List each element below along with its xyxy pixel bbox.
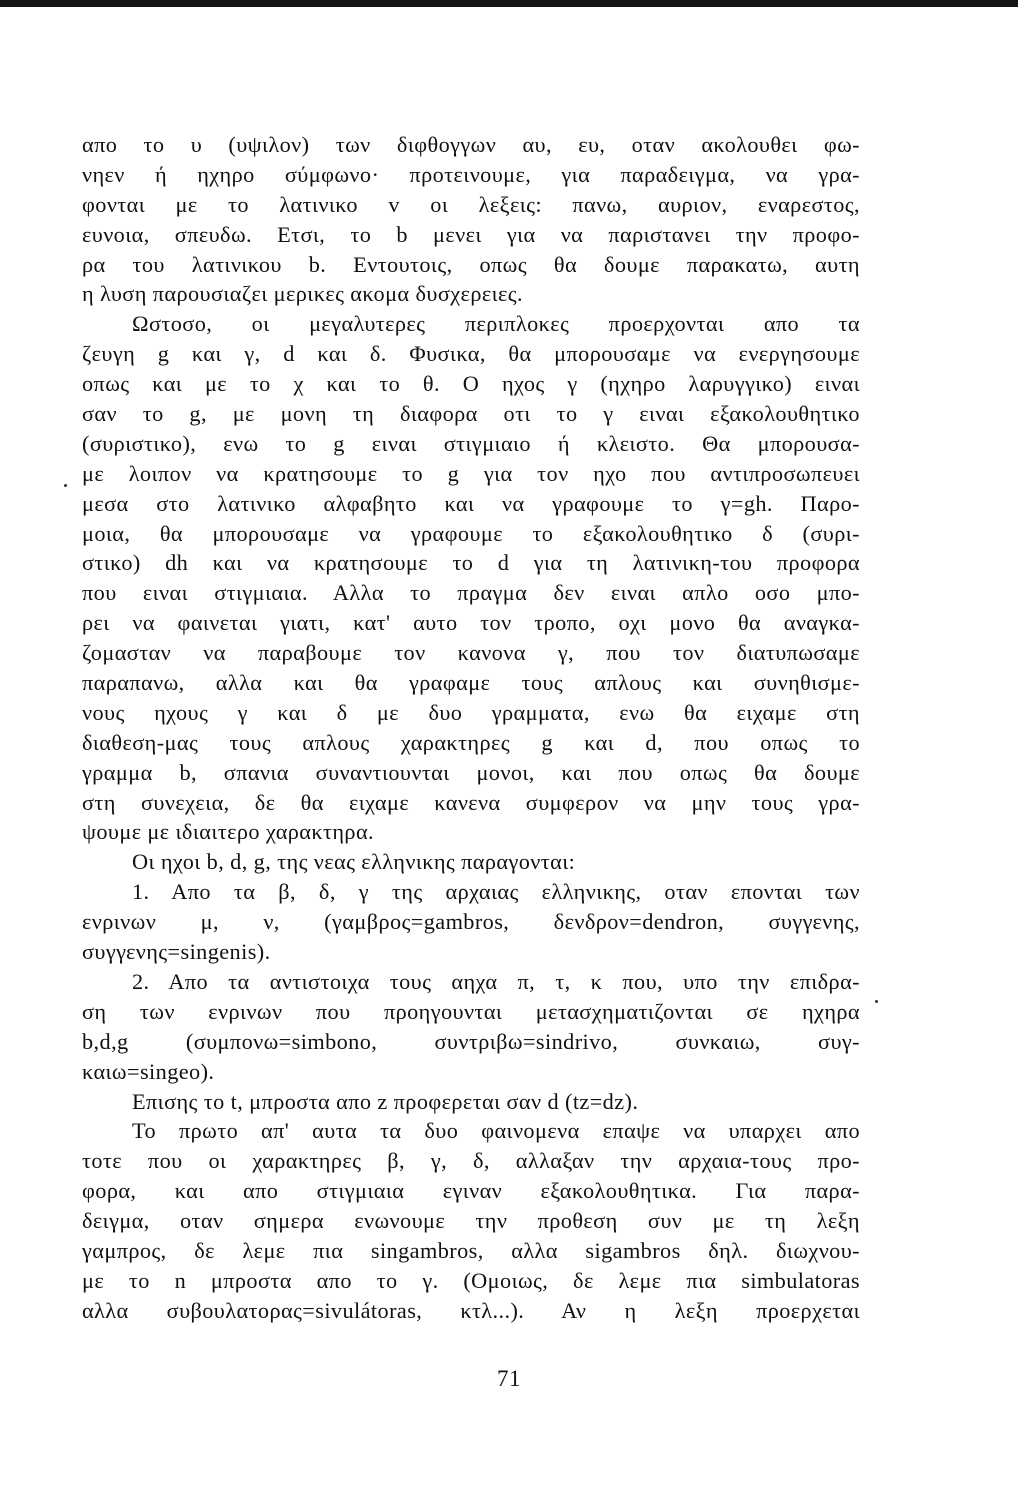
text-line: (συριστικο), ενω το g ειναι στιγμιαιο ή κλειστο. Θα μπορουσα- [82,430,860,456]
text-line: 1. Απο τα β, δ, γ της αρχαιας ελληνικης, οταν επονται των [132,879,860,905]
text-line: καιω=singeo). [82,1058,215,1084]
text-line: Οι ηχοι b, d, g, της νεας ελληνικης παραγονται: [132,849,576,875]
text-line: που ειναι στιγμιαια. Αλλα το πραγμα δεν ειναι απλο οσο μπο- [82,580,860,606]
text-line: σαν το g, με μονη τη διαφορα οτι το γ ειναι εξακολουθητικο [82,401,860,427]
text-line: αλλα συβουλατορας=sivulátoras, κτλ...). Αν η λεξη προερχεται [82,1297,860,1323]
text-line: παραπανω, αλλα και θα γραφαμε τους απλους και συνηθισμε- [82,670,860,696]
text-line: b,d,g (συμπονω=simbono, συντριβω=sindrivo, συνκαιω, συγ- [82,1028,860,1054]
text-line: συγγενης=singenis). [82,939,271,965]
text-line: νηεν ή ηχηρο σύμφωνο· προτεινουμε, για παραδειγμα, να γρα- [82,161,860,187]
text-line: ζευγη g και γ, d και δ. Φυσικα, θα μπορουσαμε να ενεργησουμε [82,341,860,367]
text-line: φορα, και απο στιγμιαια εγιναν εξακολουθητικα. Για παρα- [82,1178,860,1204]
text-line: μοια, θα μπορουσαμε να γραφουμε το εξακολουθητικο δ (συρι- [82,520,860,546]
text-line: ζομασταν να παραβουμε τον κανονα γ, που τον διατυπωσαμε [82,640,860,666]
text-line: φονται με το λατινικο v οι λεξεις: πανω, αυριον, εναρεστος, [82,191,860,217]
text-line: στη συνεχεια, δε θα ειχαμε κανενα συμφερον να μην τους γρα- [82,789,860,815]
text-line: Ωστοσο, οι μεγαλυτερες περιπλοκες προερχονται απο τα [132,311,860,337]
margin-speck [64,484,67,487]
text-line: διαθεση-μας τους απλους χαρακτηρες g και d, που οπως το [82,729,860,755]
text-line: οπως και με το χ και το θ. Ο ηχος γ (ηχηρο λαρυγγικο) ειναι [82,371,860,397]
text-line: γραμμα b, σπανια συναντιουνται μονοι, και που οπως θα δουμε [82,759,860,785]
page-top-edge [0,0,1018,7]
text-line: 2. Απο τα αντιστοιχα τους αηχα π, τ, κ που, υπο την επιδρα- [132,968,860,994]
text-line: ρα του λατινικου b. Εντουτοις, οπως θα δουμε παρακατω, αυτη [82,251,860,277]
text-line: Επισης το t, μπροστα απο z προφερεται σαν d (tz=dz). [132,1088,639,1114]
text-line: ρει να φαινεται γιατι, κατ' αυτο τον τροπο, οχι μονο θα αναγκα- [82,610,860,636]
text-line: ευνοια, σπευδω. Ετσι, το b μενει για να παριστανει την προφο- [82,221,860,247]
text-line: μεσα στο λατινικο αλφαβητο και να γραφουμε το γ=gh. Παρο- [82,490,860,516]
text-line: νους ηχους γ και δ με δυο γραμματα, ενω θα ειχαμε στη [82,699,860,725]
text-line: με λοιπον να κρατησουμε το g για τον ηχο που αντιπροσωπευει [82,460,860,486]
body-text [82,130,860,1326]
page-number: 71 [497,1366,521,1391]
text-line: ενρινων μ, ν, (γαμβρος=gambros, δενδρον=dendron, συγγενης, [82,909,860,935]
margin-speck [875,1000,878,1003]
text-line: με το n μπροστα απο το γ. (Ομοιως, δε λεμε πια simbulatoras [82,1267,860,1293]
text-line: γαμπρος, δε λεμε πια singambros, αλλα sigambros δηλ. διωχνου- [82,1237,860,1263]
text-line: ψουμε με ιδιαιτερο χαρακτηρα. [82,819,375,845]
text-line: Το πρωτο απ' αυτα τα δυο φαινομενα επαψε να υπαρχει απο [132,1118,860,1144]
text-line: απο το υ (υψιλον) των διφθογγων αυ, ευ, οταν ακολουθει φω- [82,132,860,157]
text-line: στικο) dh και να κρατησουμε το d για τη λατινικη-του προφορα [82,550,860,576]
text-line: τοτε που οι χαρακτηρες β, γ, δ, αλλαξαν την αρχαια-τους προ- [82,1148,860,1174]
text-line: η λυση παρουσιαζει μερικες ακομα δυσχερειες. [82,281,523,307]
text-line: ση των ενρινων που προηγουνται μετασχηματιζονται σε ηχηρα [82,998,860,1024]
text-line: δειγμα, οταν σημερα ενωνουμε την προθεση συν με τη λεξη [82,1208,860,1234]
